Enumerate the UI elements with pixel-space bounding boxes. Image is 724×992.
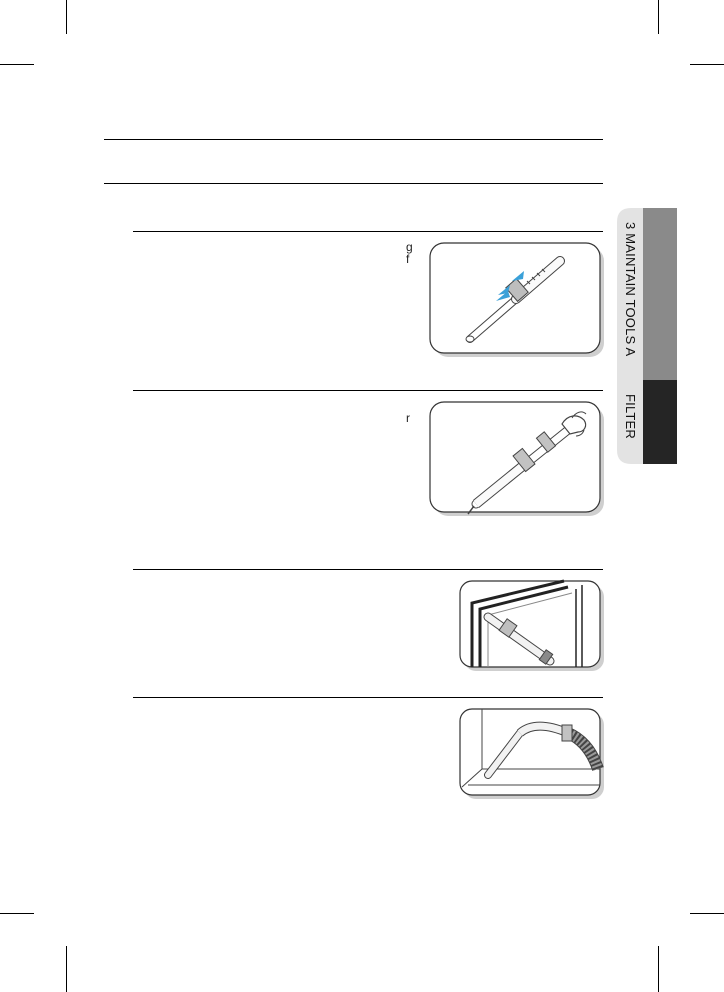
step1-text-fragment: g <box>406 240 413 254</box>
side-tab-section-label: 3 MAINTAIN TOOLS A <box>623 222 638 357</box>
header-rule-top <box>104 139 603 140</box>
step2-text-fragment: r <box>406 411 410 425</box>
header-rule-bottom <box>104 183 603 184</box>
step-divider <box>133 697 603 698</box>
crop-mark <box>658 946 659 992</box>
telescopic-pipe-extend-hand-icon <box>428 400 606 518</box>
telescopic-pipe-adjust-icon <box>428 241 606 359</box>
crop-mark <box>658 0 659 34</box>
step-divider <box>133 569 603 570</box>
step-divider <box>133 390 603 391</box>
crop-mark <box>0 64 34 65</box>
cleaning-window-frame-icon <box>458 579 606 673</box>
crop-mark <box>690 64 724 65</box>
crop-mark <box>0 913 34 914</box>
side-tab-subsection-label: FILTER <box>623 394 638 440</box>
section-side-tab <box>617 208 677 464</box>
crop-mark <box>690 913 724 914</box>
crop-mark <box>66 946 67 992</box>
step-divider <box>133 231 603 232</box>
side-tab-dark <box>643 380 677 464</box>
crop-mark <box>66 0 67 34</box>
cleaning-floor-corner-icon <box>458 707 606 801</box>
side-tab-mid <box>643 208 677 380</box>
step1-text-fragment: f <box>406 252 410 266</box>
